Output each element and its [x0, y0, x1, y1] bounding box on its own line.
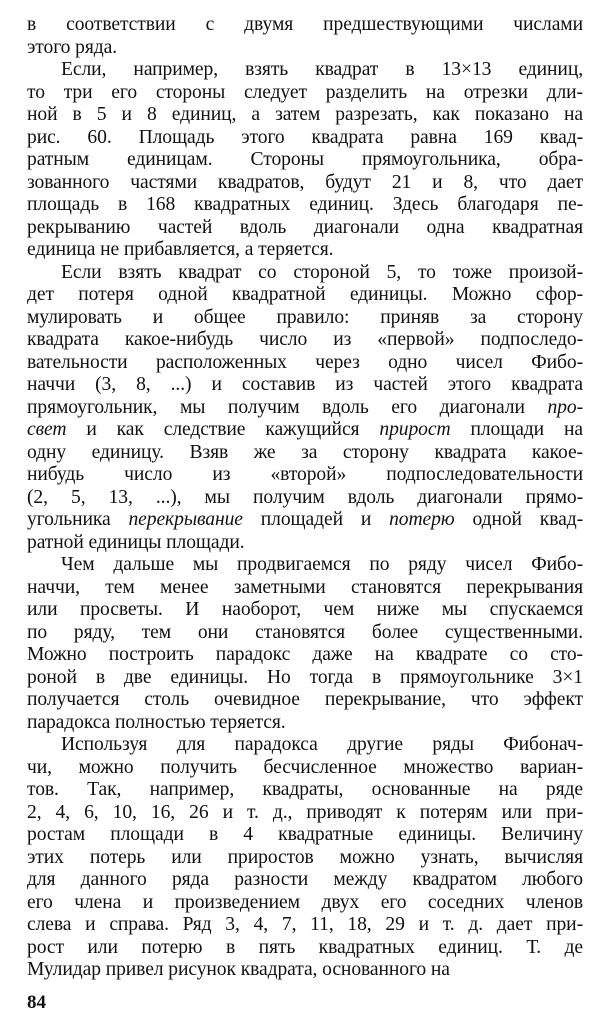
text-line: слева и справа. Ряд 3, 4, 7, 11, 18, 29 и т. д. дает при- — [27, 914, 583, 935]
page-text — [27, 14, 583, 982]
text-line: тов. Так, например, квадраты, основанные на ряде — [27, 779, 583, 800]
text-line: квадрата какое-нибудь число из «первой» подпоследо- — [27, 329, 583, 350]
text-line: дет потеря одной квадратной единицы. Можно сфор- — [27, 284, 583, 305]
text-line: чи, можно получить бесчисленное множество вариан- — [27, 756, 583, 778]
italic-run: свет — [27, 419, 67, 440]
italic-run: про- — [547, 396, 583, 418]
text-line: нибудь число из «второй» подпоследовательности — [27, 464, 583, 485]
text-line: роной в две единицы. Но тогда в прямоугольнике 3×1 — [27, 666, 583, 688]
text-line: или просветы. И наоборот, чем ниже мы спускаемся — [27, 599, 583, 620]
text-line: рис. 60. Площадь этого квадрата равна 169 квад- — [27, 126, 583, 148]
text-line: Можно построить парадокс даже на квадрате со сто- — [27, 644, 583, 665]
italic-run: перекрывание — [128, 509, 243, 530]
text-line: прямоугольник, мы получим вдоль его диагонали про- — [27, 396, 583, 418]
paragraph — [27, 14, 583, 59]
text-line: 2, 4, 6, 10, 16, 26 и т. д., приводят к потерям или при- — [27, 801, 583, 823]
text-line: наччи (3, 8, ...) и составив из частей этого квадрата — [27, 374, 583, 395]
text-line: (2, 5, 13, ...), мы получим вдоль диагонали прямо- — [27, 486, 583, 508]
text-line: его члена и произведением двух его соседних членов — [27, 891, 583, 913]
text-line: Мулидар привел рисунок квадрата, основанного на — [27, 959, 450, 980]
text-line: площадь в 168 квадратных единиц. Здесь благодаря пе- — [27, 194, 583, 215]
text-line: то три его стороны следует разделить на отрезки дли- — [27, 81, 583, 103]
text-line: свет и как следствие кажущийся прирост площади на — [27, 419, 583, 440]
text-line: парадокса полностью теряется. — [27, 711, 286, 733]
text-line: угольника перекрывание площадей и потерю одной квад- — [27, 509, 583, 530]
text-line: Если взять квадрат со стороной 5, то тоже произой- — [61, 261, 583, 283]
italic-run: прирост — [379, 419, 451, 440]
text-line: ростам площади в 4 квадратные единицы. Величину — [27, 824, 583, 845]
text-line: вательности расположенных через одно чисел Фибо- — [27, 351, 583, 373]
text-line: мулировать и общее правило: приняв за сторону — [27, 306, 583, 328]
text-line: Если, например, взять квадрат в 13×13 единиц, — [61, 59, 583, 80]
text-line: Чем дальше мы продвигаемся по ряду чисел Фибо- — [61, 554, 583, 575]
text-line: одну единицу. Взяв же за сторону квадрата какое- — [27, 441, 583, 463]
italic-run: потерю — [389, 509, 455, 530]
text-line: этого ряда. — [27, 36, 118, 58]
text-line: ной в 5 и 8 единиц, а затем разрезать, как показано на — [27, 104, 583, 125]
text-line: ратным единицам. Стороны прямоугольника, обра- — [27, 149, 583, 170]
text-line: получается столь очевидное перекрывание, что эффект — [27, 689, 583, 710]
page-number: 84 — [27, 992, 46, 1013]
text-line: в соответствии с двумя предшествующими числами — [27, 14, 583, 35]
text-line: рост или потерю в пять квадратных единиц. Т. де — [27, 936, 583, 958]
text-line: рекрыванию частей вдоль диагонали одна квадратная — [27, 216, 583, 238]
text-line: этих потерь или приростов можно узнать, вычисляя — [27, 846, 583, 868]
text-line: по ряду, тем они становятся более существенными. — [27, 621, 583, 643]
text-line: наччи, тем менее заметными становятся перекрывания — [27, 576, 583, 598]
text-line: ратной единицы площади. — [27, 531, 245, 553]
text-line: зованного частями квадратов, будут 21 и 8, что дает — [27, 171, 583, 193]
paragraph — [27, 734, 583, 982]
paragraph — [27, 262, 583, 555]
text-line: единица не прибавляется, а теряется. — [27, 239, 334, 260]
text-line: для данного ряда разности между квадратом любого — [27, 869, 583, 890]
paragraph — [27, 554, 583, 734]
paragraph — [27, 59, 583, 262]
text-line: Используя для парадокса другие ряды Фибонач- — [61, 734, 583, 755]
